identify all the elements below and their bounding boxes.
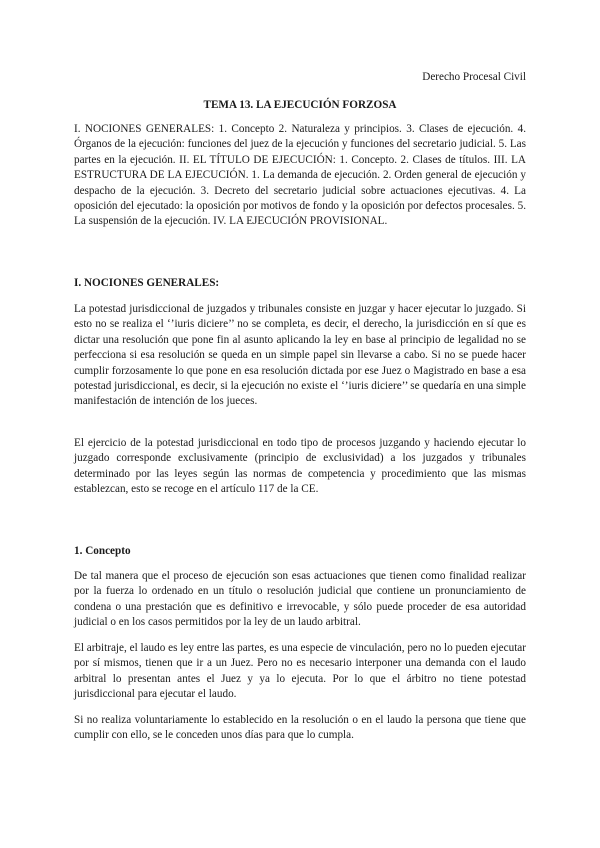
paragraph: De tal manera que el proceso de ejecución son esas actuaciones que tienen como finalidad realizar por la fuerza lo ordenado en un título o resolución judicial que contiene un pronunciamiento de condena o una prestación que es definitivo e irrevocable, y sólo puede proceder de esa autoridad judicial o en los casos permitidos por la ley de un laudo arbitral. bbox=[74, 570, 526, 629]
running-header: Derecho Procesal Civil bbox=[422, 71, 526, 83]
table-of-contents: I. NOCIONES GENERALES: 1. Concepto 2. Naturaleza y principios. 3. Clases de ejecución. 4. Órganos de la ejecución: funciones del juez de la ejecución y funciones del secretario judicial. 5. Las partes en la ejecución. II. EL TÍTULO DE EJECUCIÓN: 1. Concepto. 2. Clases de títulos. III. LA ESTRUCTURA DE LA EJECUCIÓN. 1. La demanda de ejecución. 2. Orden general de ejecución y despacho de la ejecución. 3. Decreto del secretario judicial sobre actuaciones ejecutivas. 4. La oposición del ejecutado: la oposición por motivos de fondo y la oposición por defectos procesales. 5. La suspensión de la ejecución. IV. LA EJECUCIÓN PROVISIONAL. bbox=[74, 123, 526, 228]
section-heading: I. NOCIONES GENERALES: bbox=[74, 277, 220, 289]
paragraph: El arbitraje, el laudo es ley entre las partes, es una especie de vinculación, pero no lo pueden ejecutar por sí mismos, tienen que ir a un Juez. Pero no es necesario interponer una demanda con el laudo arbitral lo presentan antes el Juez y ya lo ejecuta. Por lo que el árbitro no tiene potestad jurisdiccional para ejecutar el laudo. bbox=[74, 642, 526, 701]
document-title: TEMA 13. LA EJECUCIÓN FORZOSA bbox=[203, 99, 397, 111]
subsection-heading: 1. Concepto bbox=[74, 545, 131, 557]
paragraph: La potestad jurisdiccional de juzgados y tribunales consiste en juzgar y hacer ejecutar lo juzgado. Si esto no se realiza el ‘’iuris diciere’’ no se completa, es decir, el derecho, la jurisdicción en sí que es dictar una resolución que pone fin al asunto aplicando la ley en base al principio de legalidad no se perfecciona si esa resolución se queda en un simple papel sin llevarse a cabo. Si no se puede hacer cumplir forzosamente lo que pone en esa resolución dictada por ese Juez o Magistrado en base a esa potestad jurisdiccional, es decir, si la ejecución no existe el ‘’iuris diciere’’ se quedaría en una simple manifestación de intención de los jueces. bbox=[74, 303, 526, 408]
paragraph: Si no realiza voluntariamente lo establecido en la resolución o en el laudo la persona que tiene que cumplir con ello, se le conceden unos días para que lo cumpla. bbox=[74, 714, 526, 742]
paragraph: El ejercicio de la potestad jurisdiccional en todo tipo de procesos juzgando y haciendo ejecutar lo juzgado corresponde exclusivamente (principio de exclusividad) a los juzgados y tribunales determinado por las leyes según las normas de competencia y procedimiento que las mismas establezcan, esto se recoge en el artículo 117 de la CE. bbox=[74, 437, 526, 496]
